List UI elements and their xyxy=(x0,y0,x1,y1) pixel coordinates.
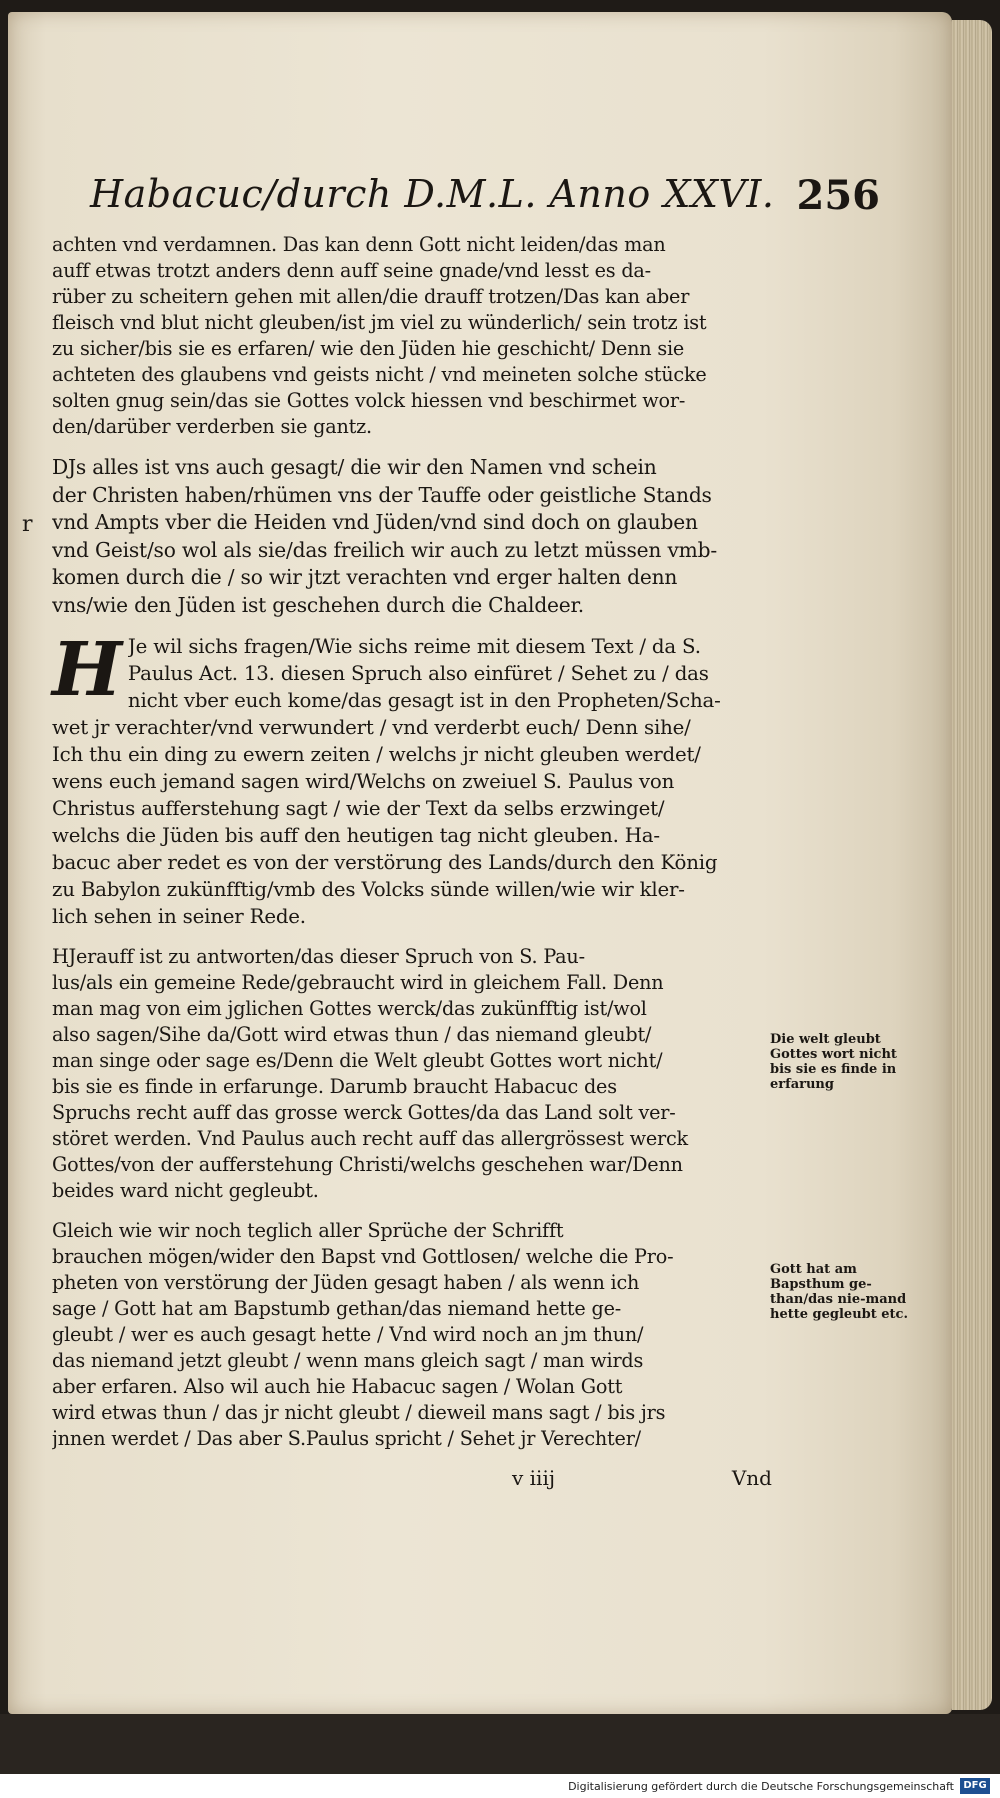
stray-mark: r xyxy=(22,512,33,537)
margin-note: Gott hat am Bapsthum ge-than/das nie-mand hette gegleubt etc. xyxy=(770,1262,908,1322)
text-line: der Christen haben/rhümen vns der Tauffe oder geistliche Stands xyxy=(52,482,712,507)
text-line: Spruchs recht auff das grosse werck Gottes/da das Land solt ver- xyxy=(52,1101,676,1124)
text-line: den/darüber verderben sie gantz. xyxy=(52,415,372,438)
text-line: komen durch die / so wir jtzt verachten vnd erger halten denn xyxy=(52,565,678,589)
scan-bottom-band xyxy=(0,1714,1000,1774)
signature-mark: v iiij xyxy=(512,1466,556,1490)
text-line: zu Babylon zukünfftig/vmb des Volcks sünde willen/wie wir kler- xyxy=(52,878,685,901)
margin-note: Die welt gleubt Gottes wort nicht bis sie es finde in erfarung xyxy=(770,1032,897,1092)
drop-cap: H xyxy=(52,627,122,713)
text-line: brauchen mögen/wider den Bapst vnd Gottlosen/ welche die Pro- xyxy=(52,1245,674,1268)
text-line: Paulus Act. 13. diesen Spruch also einfüret / Sehet zu / das xyxy=(127,662,709,685)
text-line: wens euch jemand sagen wird/Welchs on zweiuel S. Paulus von xyxy=(52,770,675,793)
text-line: auff etwas trotzt anders denn auff seine gnade/vnd lesst es da- xyxy=(52,259,651,282)
text-line: also sagen/Sihe da/Gott wird etwas thun / das niemand gleubt/ xyxy=(52,1023,652,1046)
text-line: beides ward nicht gegleubt. xyxy=(52,1179,319,1202)
funding-credit: Digitalisierung gefördert durch die Deutsche Forschungsgemeinschaft xyxy=(568,1780,954,1793)
text-line: achten vnd verdamnen. Das kan denn Gott nicht leiden/das man xyxy=(52,233,666,256)
text-line: man singe oder sage es/Denn die Welt gleubt Gottes wort nicht/ xyxy=(52,1049,663,1072)
text-line: Gleich wie wir noch teglich aller Sprüche der Schrifft xyxy=(52,1219,564,1242)
text-line: solten gnug sein/das sie Gottes volck hiessen vnd beschirmet wor- xyxy=(52,389,686,412)
text-line: bis sie es finde in erfarunge. Darumb braucht Habacuc des xyxy=(52,1075,617,1098)
text-line: zu sicher/bis sie es erfaren/ wie den Jüden hie geschicht/ Denn sie xyxy=(52,337,685,360)
paragraph xyxy=(52,454,772,619)
text-line: fleisch vnd blut nicht gleuben/ist jm viel zu wünderlich/ sein trotz ist xyxy=(52,311,707,334)
text-line: vns/wie den Jüden ist geschehen durch die Chaldeer. xyxy=(52,592,584,617)
text-line: aber erfaren. Also wil auch hie Habacuc sagen / Wolan Gott xyxy=(52,1375,623,1398)
dfg-logo: DFG xyxy=(960,1778,990,1794)
paragraph xyxy=(52,944,772,1204)
catchword: Vnd xyxy=(731,1466,772,1490)
text-line: Gottes/von der aufferstehung Christi/welchs geschehen war/Denn xyxy=(52,1153,683,1176)
page-edges xyxy=(952,20,992,1710)
page-header xyxy=(90,172,880,232)
text-line: lich sehen in seiner Rede. xyxy=(52,905,306,928)
text-line: Christus aufferstehung sagt / wie der Text da selbs erzwinget/ xyxy=(52,797,665,820)
text-line: wird etwas thun / das jr nicht gleubt / dieweil mans sagt / bis jrs xyxy=(52,1401,666,1424)
text-line: DJs alles ist vns auch gesagt/ die wir den Namen vnd schein xyxy=(52,455,657,479)
text-line: jnnen werdet / Das aber S.Paulus spricht / Sehet jr Verechter/ xyxy=(52,1427,641,1450)
text-block xyxy=(52,232,772,1496)
text-line: vnd Geist/so wol als sie/das freilich wir auch zu letzt müssen vmb- xyxy=(52,537,717,562)
text-line: nicht vber euch kome/das gesagt ist in den Propheten/Scha- xyxy=(127,689,721,712)
text-line: das niemand jetzt gleubt / wenn mans gleich sagt / man wirds xyxy=(52,1349,644,1372)
text-line: vnd Ampts vber die Heiden vnd Jüden/vnd sind doch on glauben xyxy=(52,510,698,534)
page-foot xyxy=(52,1466,772,1496)
paragraph xyxy=(52,627,772,930)
text-line: HJerauff ist zu antworten/das dieser Spruch von S. Pau- xyxy=(52,945,585,968)
text-line: pheten von verstörung der Jüden gesagt haben / als wenn ich xyxy=(52,1271,640,1294)
page-number: 256 xyxy=(796,172,880,219)
text-line: achteten des glaubens vnd geists nicht / vnd meineten solche stücke xyxy=(52,363,707,386)
text-line: welchs die Jüden bis auff den heutigen tag nicht gleuben. Ha- xyxy=(52,824,660,847)
text-line: Ich thu ein ding zu ewern zeiten / welchs jr nicht gleuben werdet/ xyxy=(52,743,701,766)
text-line: störet werden. Vnd Paulus auch recht auff das allergrössest werck xyxy=(52,1127,688,1150)
paragraph xyxy=(52,232,772,440)
text-line: gleubt / wer es auch gesagt hette / Vnd wird noch an jm thun/ xyxy=(52,1323,644,1346)
text-line: sage / Gott hat am Bapstumb gethan/das niemand hette ge- xyxy=(52,1297,622,1320)
text-line: lus/als ein gemeine Rede/gebraucht wird in gleichem Fall. Denn xyxy=(52,971,664,994)
running-title: Habacuc/durch D.M.L. Anno XXVI. xyxy=(90,172,775,216)
paragraph xyxy=(52,1218,772,1452)
text-line: bacuc aber redet es von der verstörung des Lands/durch den König xyxy=(52,851,718,874)
text-line: Je wil sichs fragen/Wie sichs reime mit diesem Text / da S. xyxy=(127,635,701,658)
text-line: man mag von eim jglichen Gottes werck/das zukünfftig ist/wol xyxy=(52,997,647,1020)
text-line: rüber zu scheitern gehen mit allen/die drauff trotzen/Das kan aber xyxy=(52,285,690,308)
text-line: wet jr verachter/vnd verwundert / vnd verderbt euch/ Denn sihe/ xyxy=(52,716,691,739)
